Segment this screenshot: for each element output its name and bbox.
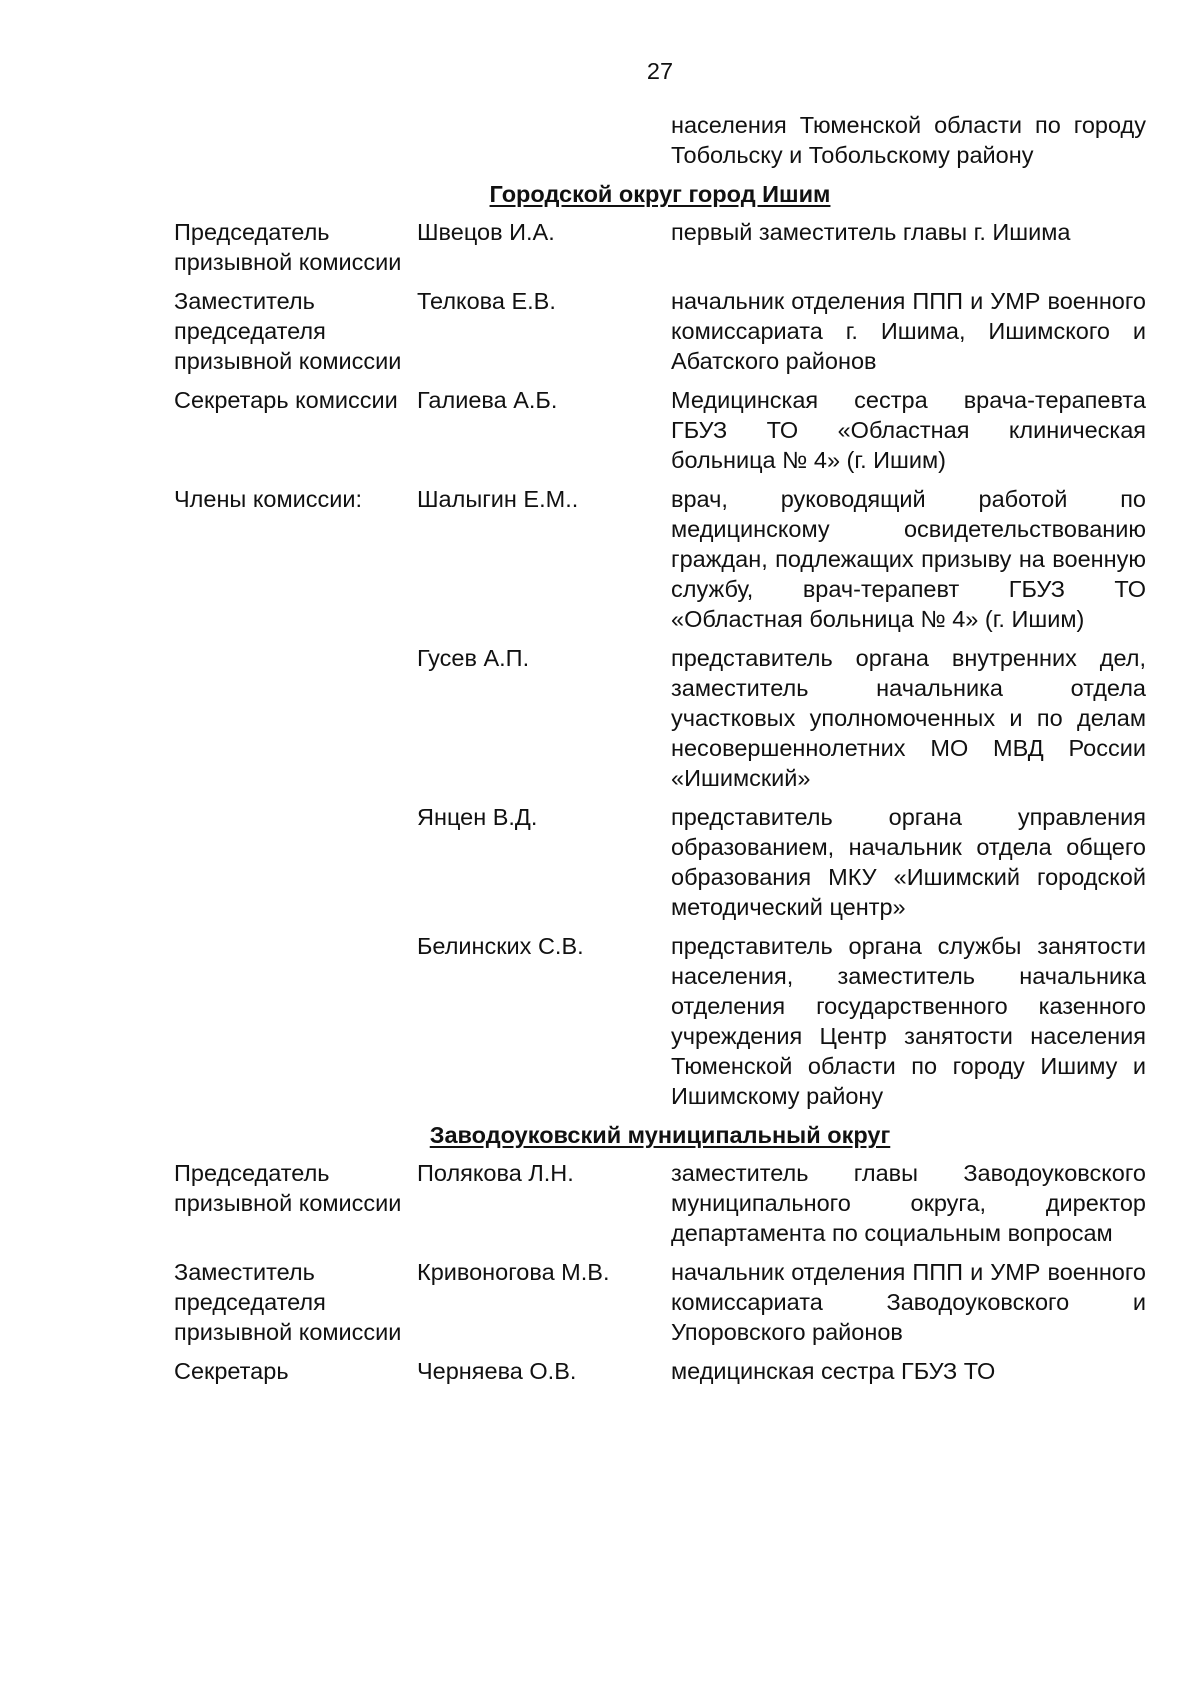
row-name: Шалыгин Е.М.. — [417, 486, 579, 512]
table-row — [174, 1158, 1146, 1248]
row-name: Белинских С.В. — [417, 933, 584, 959]
row-role — [174, 931, 417, 1111]
row-description: представитель органа службы занятости населения, заместитель начальника отделения государственного казенного учреждения Центр занятости населения Тюменской области по городу Ишиму и Ишимскому району — [671, 933, 1146, 1109]
row-name: Полякова Л.Н. — [417, 1160, 574, 1186]
row-name: Швецов И.А. — [417, 219, 555, 245]
page-number: 27 — [646, 58, 674, 84]
row-description: заместитель главы Заводоуковского муниципального округа, директор департамента по социальным вопросам — [671, 1160, 1146, 1246]
row-role: Заместитель председателя призывной комиссии — [174, 288, 402, 374]
table-row — [174, 643, 1146, 793]
row-role: Секретарь — [174, 1358, 289, 1384]
row-description: начальник отделения ППП и УМР военного комиссариата Заводоуковского и Упоровского районов — [671, 1259, 1146, 1345]
section-title: Заводоуковский муниципальный округ — [429, 1122, 891, 1148]
section-zavodoukovsk — [174, 1120, 1146, 1386]
section-ishim — [174, 179, 1146, 1111]
table-row — [174, 484, 1146, 634]
row-description: представитель органа управления образованием, начальник отдела общего образования МКУ «Ишимский городской методический центр» — [671, 804, 1146, 920]
row-role: Председатель призывной комиссии — [174, 219, 402, 275]
row-description: медицинская сестра ГБУЗ ТО — [671, 1358, 996, 1384]
row-description: первый заместитель главы г. Ишима — [671, 219, 1071, 245]
table-row — [174, 931, 1146, 1111]
row-description: начальник отделения ППП и УМР военного комиссариата г. Ишима, Ишимского и Абатского районов — [671, 288, 1146, 374]
row-description: Медицинская сестра врача-терапевта ГБУЗ ТО «Областная клиническая больница № 4» (г. Ишим) — [671, 387, 1146, 473]
row-role: Члены комиссии: — [174, 486, 363, 512]
table-row — [174, 1356, 1146, 1386]
row-role: Председатель призывной комиссии — [174, 1160, 402, 1216]
continuation-paragraph: населения Тюменской области по городу Тобольску и Тобольскому району — [671, 112, 1146, 168]
row-name: Гусев А.П. — [417, 645, 530, 671]
section-title: Городской округ город Ишим — [489, 181, 831, 207]
row-description: представитель органа внутренних дел, заместитель начальника отдела участковых уполномоченных и по делам несовершеннолетних МО МВД России «Ишимский» — [671, 645, 1146, 791]
row-role: Секретарь комиссии — [174, 387, 398, 413]
document-body — [174, 110, 1146, 1395]
table-row — [174, 802, 1146, 922]
table-row — [174, 286, 1146, 376]
row-name: Галиева А.Б. — [417, 387, 558, 413]
row-description: врач, руководящий работой по медицинскому освидетельствованию граждан, подлежащих призыву на военную службу, врач-терапевт ГБУЗ ТО «Областная больница № 4» (г. Ишим) — [671, 486, 1146, 632]
table-row — [174, 217, 1146, 277]
row-role — [174, 643, 417, 793]
row-name: Янцен В.Д. — [417, 804, 538, 830]
table-row — [174, 1257, 1146, 1347]
row-role — [174, 802, 417, 922]
row-role: Заместитель председателя призывной комиссии — [174, 1259, 402, 1345]
row-name: Черняева О.В. — [417, 1358, 577, 1384]
row-name: Кривоногова М.В. — [417, 1259, 610, 1285]
table-row — [174, 385, 1146, 475]
row-name: Телкова Е.В. — [417, 288, 556, 314]
